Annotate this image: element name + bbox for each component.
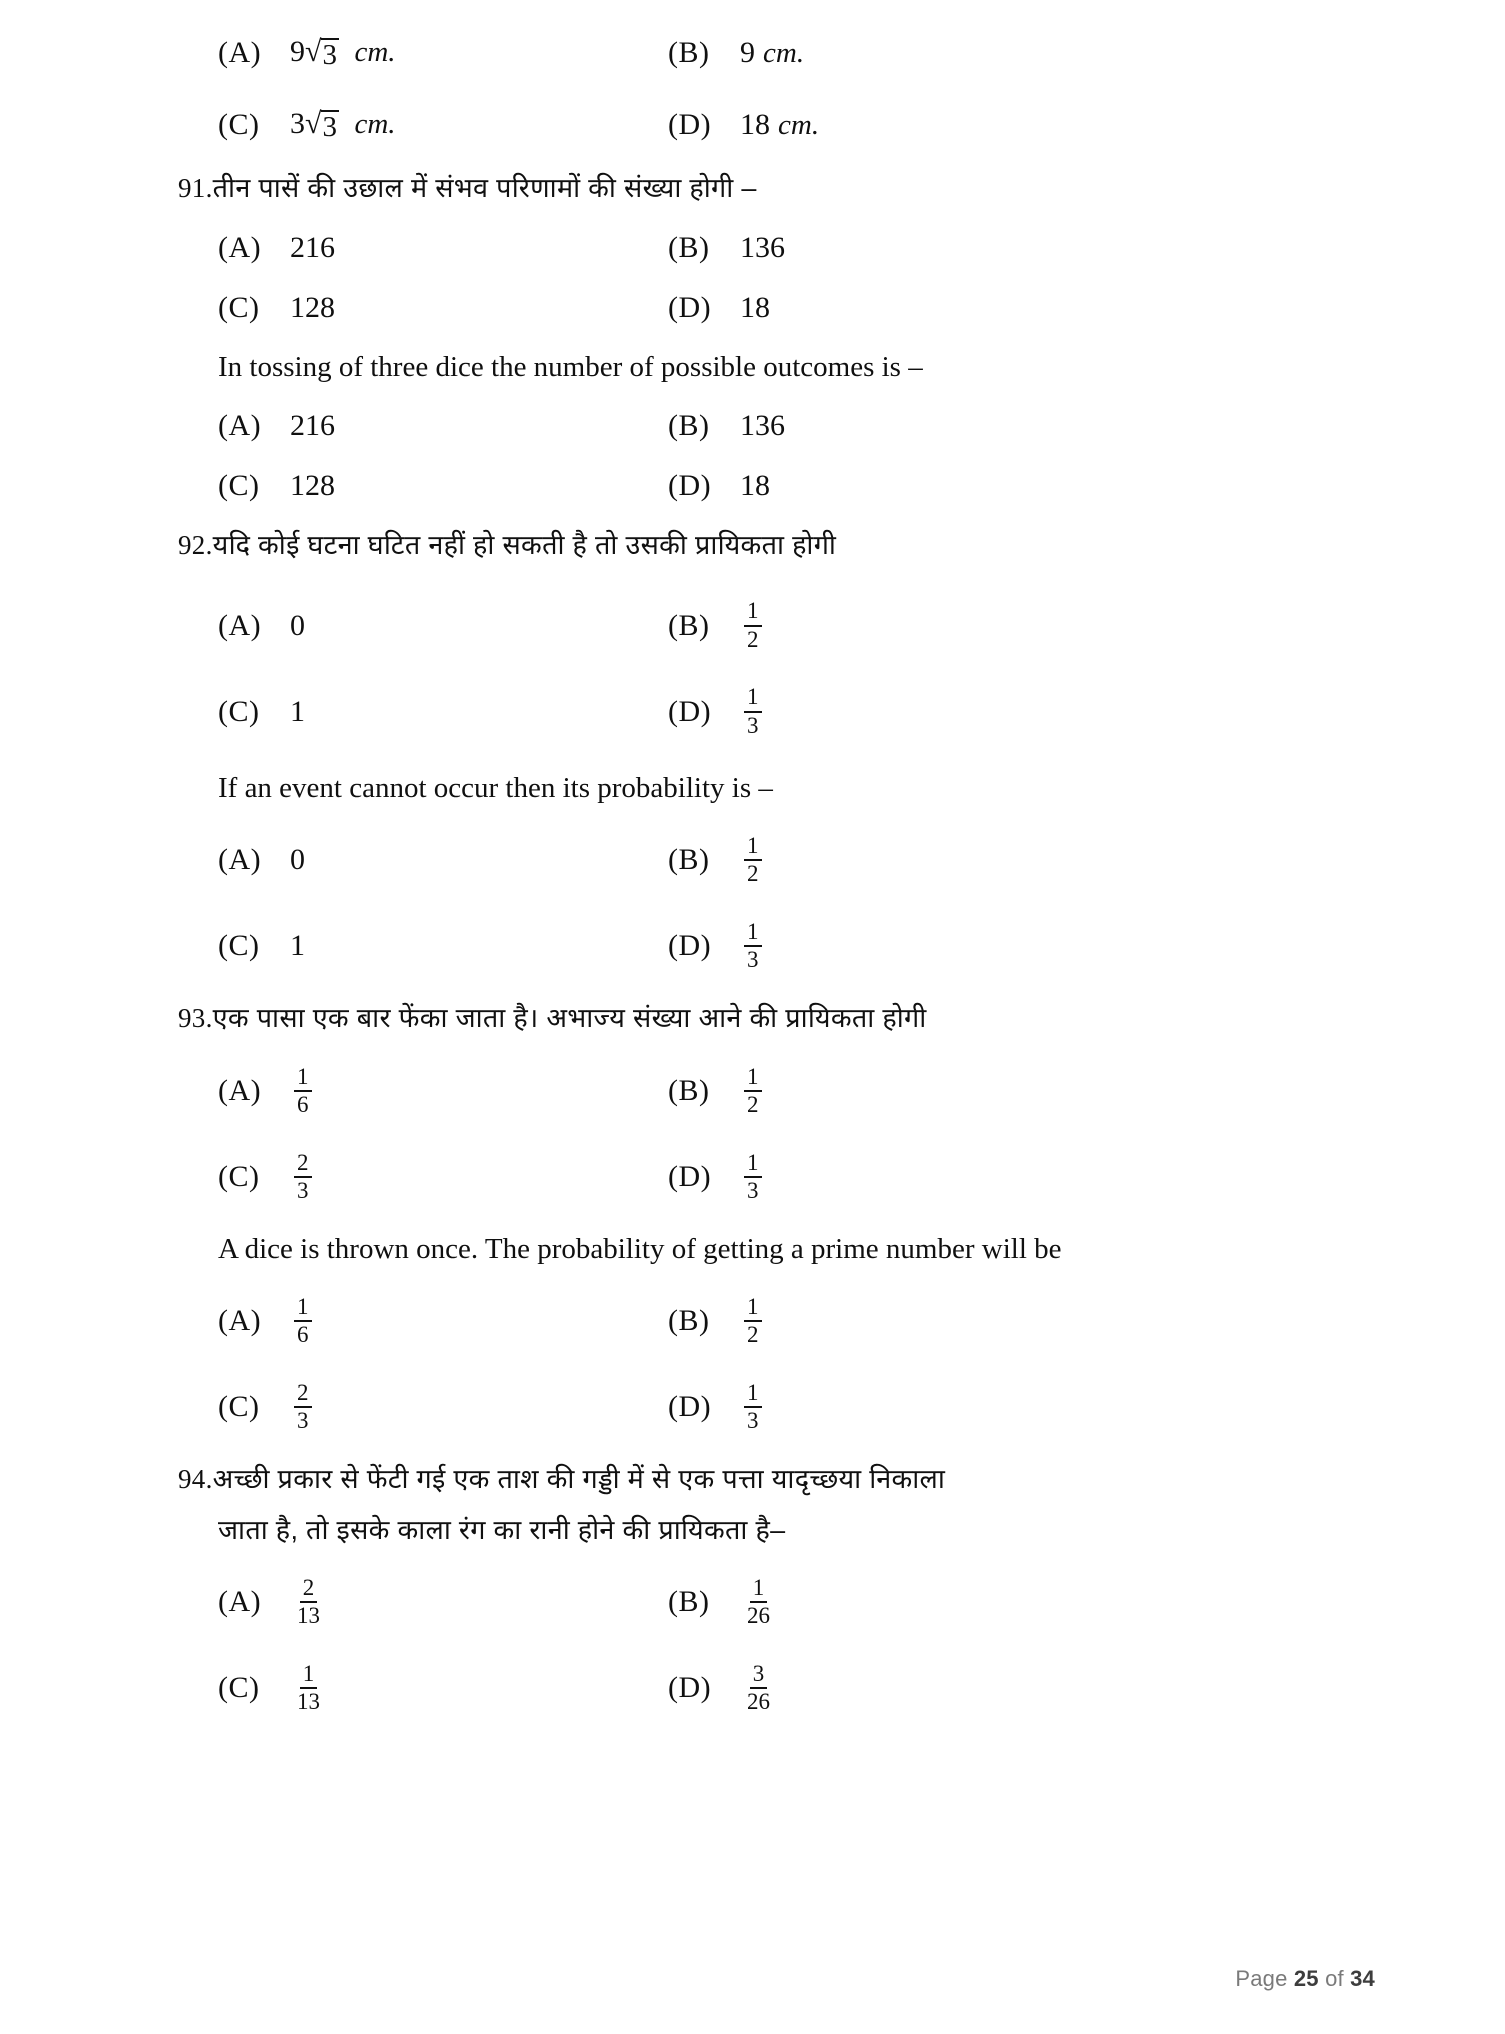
question-92-text-hindi: यदि कोई घटना घटित नहीं हो सकती है तो उसकी प्रायिकता होगी <box>212 530 837 561</box>
q92-english-option-d <box>668 920 1138 972</box>
option-number: 18 <box>740 108 770 141</box>
fraction <box>744 1065 762 1117</box>
q92-english-option-a <box>178 845 668 875</box>
option-row <box>178 1369 1338 1445</box>
question-91-number: 91. <box>178 173 213 203</box>
option-label: (A) <box>218 230 262 264</box>
question-93-number: 93. <box>178 1003 213 1034</box>
option-row <box>178 674 1338 750</box>
option-value: 128 <box>290 290 335 324</box>
fraction-numerator: 1 <box>744 1065 762 1092</box>
fraction-denominator: 3 <box>297 1408 309 1434</box>
fraction-numerator: 2 <box>294 1151 312 1178</box>
option-value: 216 <box>290 409 335 443</box>
q91-english-option-d <box>668 471 1138 501</box>
q94-hindi-option-d <box>668 1662 1138 1714</box>
question-91-stem-hindi <box>178 168 1338 209</box>
fraction-numerator: 1 <box>744 834 762 861</box>
question-92-stem-hindi <box>178 525 1338 566</box>
q94-hindi-option-b <box>668 1576 1138 1628</box>
option-label: (D) <box>668 694 712 728</box>
fraction-numerator: 1 <box>744 1151 762 1178</box>
q92-english-option-c <box>178 931 668 961</box>
option-cell-c <box>178 106 668 143</box>
footer-total-pages: 34 <box>1350 1966 1375 1991</box>
option-cell-a <box>178 34 668 71</box>
q92-hindi-option-c <box>178 694 668 728</box>
q91-hindi-option-a <box>178 230 668 264</box>
fraction-numerator: 3 <box>750 1662 768 1689</box>
option-label: (A) <box>218 1304 262 1338</box>
fraction-numerator: 1 <box>744 1381 762 1408</box>
q94-hindi-option-c <box>178 1662 668 1714</box>
radical-coefficient: 9 <box>290 34 305 68</box>
q92-hindi-option-d <box>668 685 1138 737</box>
fraction-denominator: 6 <box>297 1322 309 1348</box>
fraction-denominator: 3 <box>747 1177 759 1203</box>
question-91-text-hindi: तीन पासें की उछाल में संभव परिणामों की संख्या होगी – <box>212 173 757 203</box>
option-label: (B) <box>668 1585 710 1619</box>
fraction-numerator: 1 <box>294 1065 312 1092</box>
radical-sign: √ <box>305 106 322 140</box>
fraction <box>294 1065 312 1117</box>
option-value <box>740 110 819 140</box>
option-value <box>290 106 396 143</box>
option-value: 1 <box>290 694 305 728</box>
option-label: (D) <box>668 1390 712 1424</box>
footer-current-page: 25 <box>1293 1966 1319 1991</box>
option-row <box>178 822 1338 898</box>
q91-hindi-option-d <box>668 290 1138 324</box>
q92-hindi-option-a <box>178 608 668 642</box>
q91-english-option-a <box>178 411 668 441</box>
unit-label: cm. <box>354 107 396 140</box>
fraction-denominator: 13 <box>297 1689 320 1715</box>
q93-hindi-option-c <box>178 1151 668 1203</box>
fraction <box>744 920 762 972</box>
option-row <box>178 401 1338 451</box>
option-value: 216 <box>290 230 335 264</box>
option-value: 0 <box>290 608 305 642</box>
fraction <box>744 1151 762 1203</box>
fraction-numerator: 1 <box>744 920 762 947</box>
fraction-denominator: 13 <box>297 1603 320 1629</box>
unit-label: cm. <box>354 35 396 68</box>
option-row <box>178 461 1338 511</box>
radicand: 3 <box>322 110 337 143</box>
option-label: (D) <box>668 929 712 963</box>
fraction <box>744 1295 762 1347</box>
q93-english-option-a <box>178 1295 668 1347</box>
fraction-numerator: 1 <box>744 1295 762 1322</box>
square-root-expression <box>290 106 339 143</box>
page-content <box>178 28 1338 1726</box>
option-row <box>178 1283 1338 1359</box>
question-94-number: 94. <box>178 1464 213 1495</box>
option-label: (B) <box>668 36 710 69</box>
fraction-numerator: 1 <box>300 1662 318 1689</box>
option-value: 18 <box>740 469 770 503</box>
option-label: (A) <box>218 1585 262 1619</box>
option-number: 9 <box>740 36 755 69</box>
question-92-number: 92. <box>178 530 213 561</box>
q92-hindi-option-b <box>668 599 1138 651</box>
option-label: (C) <box>218 290 260 324</box>
unit-label: cm. <box>778 109 820 141</box>
fraction-numerator: 1 <box>294 1295 312 1322</box>
option-label: (D) <box>668 1671 712 1705</box>
fraction-denominator: 26 <box>747 1689 770 1715</box>
option-label: (D) <box>668 290 712 324</box>
option-label: (B) <box>668 230 710 264</box>
option-value: 1 <box>290 929 305 963</box>
option-row <box>178 1053 1338 1129</box>
question-92-stem-english: If an event cannot occur then its probability is – <box>218 771 773 804</box>
option-label: (A) <box>218 36 262 69</box>
fraction <box>744 1381 762 1433</box>
fraction <box>294 1381 312 1433</box>
option-label: (D) <box>668 469 712 503</box>
option-row <box>178 908 1338 984</box>
fraction <box>744 599 762 651</box>
fraction-numerator: 1 <box>750 1576 768 1603</box>
fraction <box>744 1576 773 1628</box>
q93-english-option-b <box>668 1295 1138 1347</box>
q93-hindi-option-d <box>668 1151 1138 1203</box>
option-label: (A) <box>218 1073 262 1107</box>
option-label: (B) <box>668 1073 710 1107</box>
footer-prefix: Page <box>1235 1966 1288 1991</box>
fraction <box>744 834 762 886</box>
q94-hindi-option-a <box>178 1576 668 1628</box>
fraction-denominator: 3 <box>747 1408 759 1434</box>
option-value: 136 <box>740 409 785 443</box>
q93-english-option-d <box>668 1381 1138 1433</box>
q93-hindi-option-b <box>668 1065 1138 1117</box>
fraction <box>294 1576 323 1628</box>
fraction-numerator: 1 <box>744 599 762 626</box>
fraction-numerator: 2 <box>294 1381 312 1408</box>
question-93-stem-english: A dice is thrown once. The probability of getting a prime number will be <box>218 1232 1062 1265</box>
question-91-stem-english: In tossing of three dice the number of possible outcomes is – <box>218 350 923 383</box>
footer-middle: of <box>1325 1966 1344 1991</box>
q91-english-option-c <box>178 471 668 501</box>
fraction-denominator: 3 <box>747 947 759 973</box>
option-label: (B) <box>668 409 710 443</box>
option-label: (A) <box>218 843 262 877</box>
q91-english-option-b <box>668 411 1138 441</box>
option-row <box>178 1139 1338 1215</box>
option-value: 0 <box>290 843 305 877</box>
option-row <box>178 1564 1338 1640</box>
question-94-stem-hindi-line1 <box>178 1459 1338 1500</box>
q93-english-option-c <box>178 1381 668 1433</box>
radical-sign: √ <box>305 34 322 68</box>
option-value: 136 <box>740 230 785 264</box>
fraction <box>744 685 762 737</box>
option-label: (B) <box>668 608 710 642</box>
option-label: (D) <box>668 108 712 141</box>
option-label: (C) <box>218 1671 260 1705</box>
option-cell-b <box>668 38 1138 68</box>
option-label: (C) <box>218 1390 260 1424</box>
page-footer <box>1235 1966 1375 1992</box>
option-label: (D) <box>668 1159 712 1193</box>
fraction-denominator: 2 <box>747 626 759 652</box>
option-label: (A) <box>218 409 262 443</box>
option-value: 128 <box>290 469 335 503</box>
fraction-denominator: 3 <box>747 712 759 738</box>
question-93-text-hindi: एक पासा एक बार फेंका जाता है। अभाज्य संख्या आने की प्रायिकता होगी <box>212 1003 927 1034</box>
q93-hindi-option-a <box>178 1065 668 1117</box>
question-93-stem-hindi <box>178 998 1338 1039</box>
radical-coefficient: 3 <box>290 106 305 140</box>
option-label: (C) <box>218 108 260 141</box>
q92-english-option-b <box>668 834 1138 886</box>
option-label: (C) <box>218 1159 260 1193</box>
fraction-denominator: 2 <box>747 1322 759 1348</box>
option-label: (B) <box>668 843 710 877</box>
fraction-denominator: 2 <box>747 1091 759 1117</box>
option-label: (C) <box>218 469 260 503</box>
option-label: (C) <box>218 694 260 728</box>
option-value <box>740 38 804 68</box>
option-cell-d <box>668 110 1138 140</box>
fraction-denominator: 2 <box>747 861 759 887</box>
fraction <box>744 1662 773 1714</box>
option-row <box>178 100 1338 150</box>
square-root-expression <box>290 34 339 71</box>
fraction <box>294 1151 312 1203</box>
option-row <box>178 588 1338 664</box>
option-label: (C) <box>218 929 260 963</box>
fraction <box>294 1295 312 1347</box>
question-94-text-hindi-line1: अच्छी प्रकार से फेंटी गई एक ताश की गड्डी में से एक पत्ता यादृच्छया निकाला <box>212 1464 946 1495</box>
option-row <box>178 28 1338 78</box>
q91-hindi-option-b <box>668 230 1138 264</box>
radicand: 3 <box>322 38 337 71</box>
fraction <box>294 1662 323 1714</box>
unit-label: cm. <box>763 37 805 69</box>
question-94-stem-hindi-line2: जाता है, तो इसके काला रंग का रानी होने की प्रायिकता है– <box>218 1514 786 1545</box>
option-row <box>178 283 1338 333</box>
option-row <box>178 223 1338 273</box>
fraction-numerator: 2 <box>300 1576 318 1603</box>
fraction-denominator: 26 <box>747 1603 770 1629</box>
q91-hindi-option-c <box>178 290 668 324</box>
option-row <box>178 1650 1338 1726</box>
option-label: (B) <box>668 1304 710 1338</box>
fraction-denominator: 3 <box>297 1177 309 1203</box>
option-label: (A) <box>218 608 262 642</box>
fraction-numerator: 1 <box>744 685 762 712</box>
option-value: 18 <box>740 290 770 324</box>
option-value <box>290 34 396 71</box>
fraction-denominator: 6 <box>297 1091 309 1117</box>
